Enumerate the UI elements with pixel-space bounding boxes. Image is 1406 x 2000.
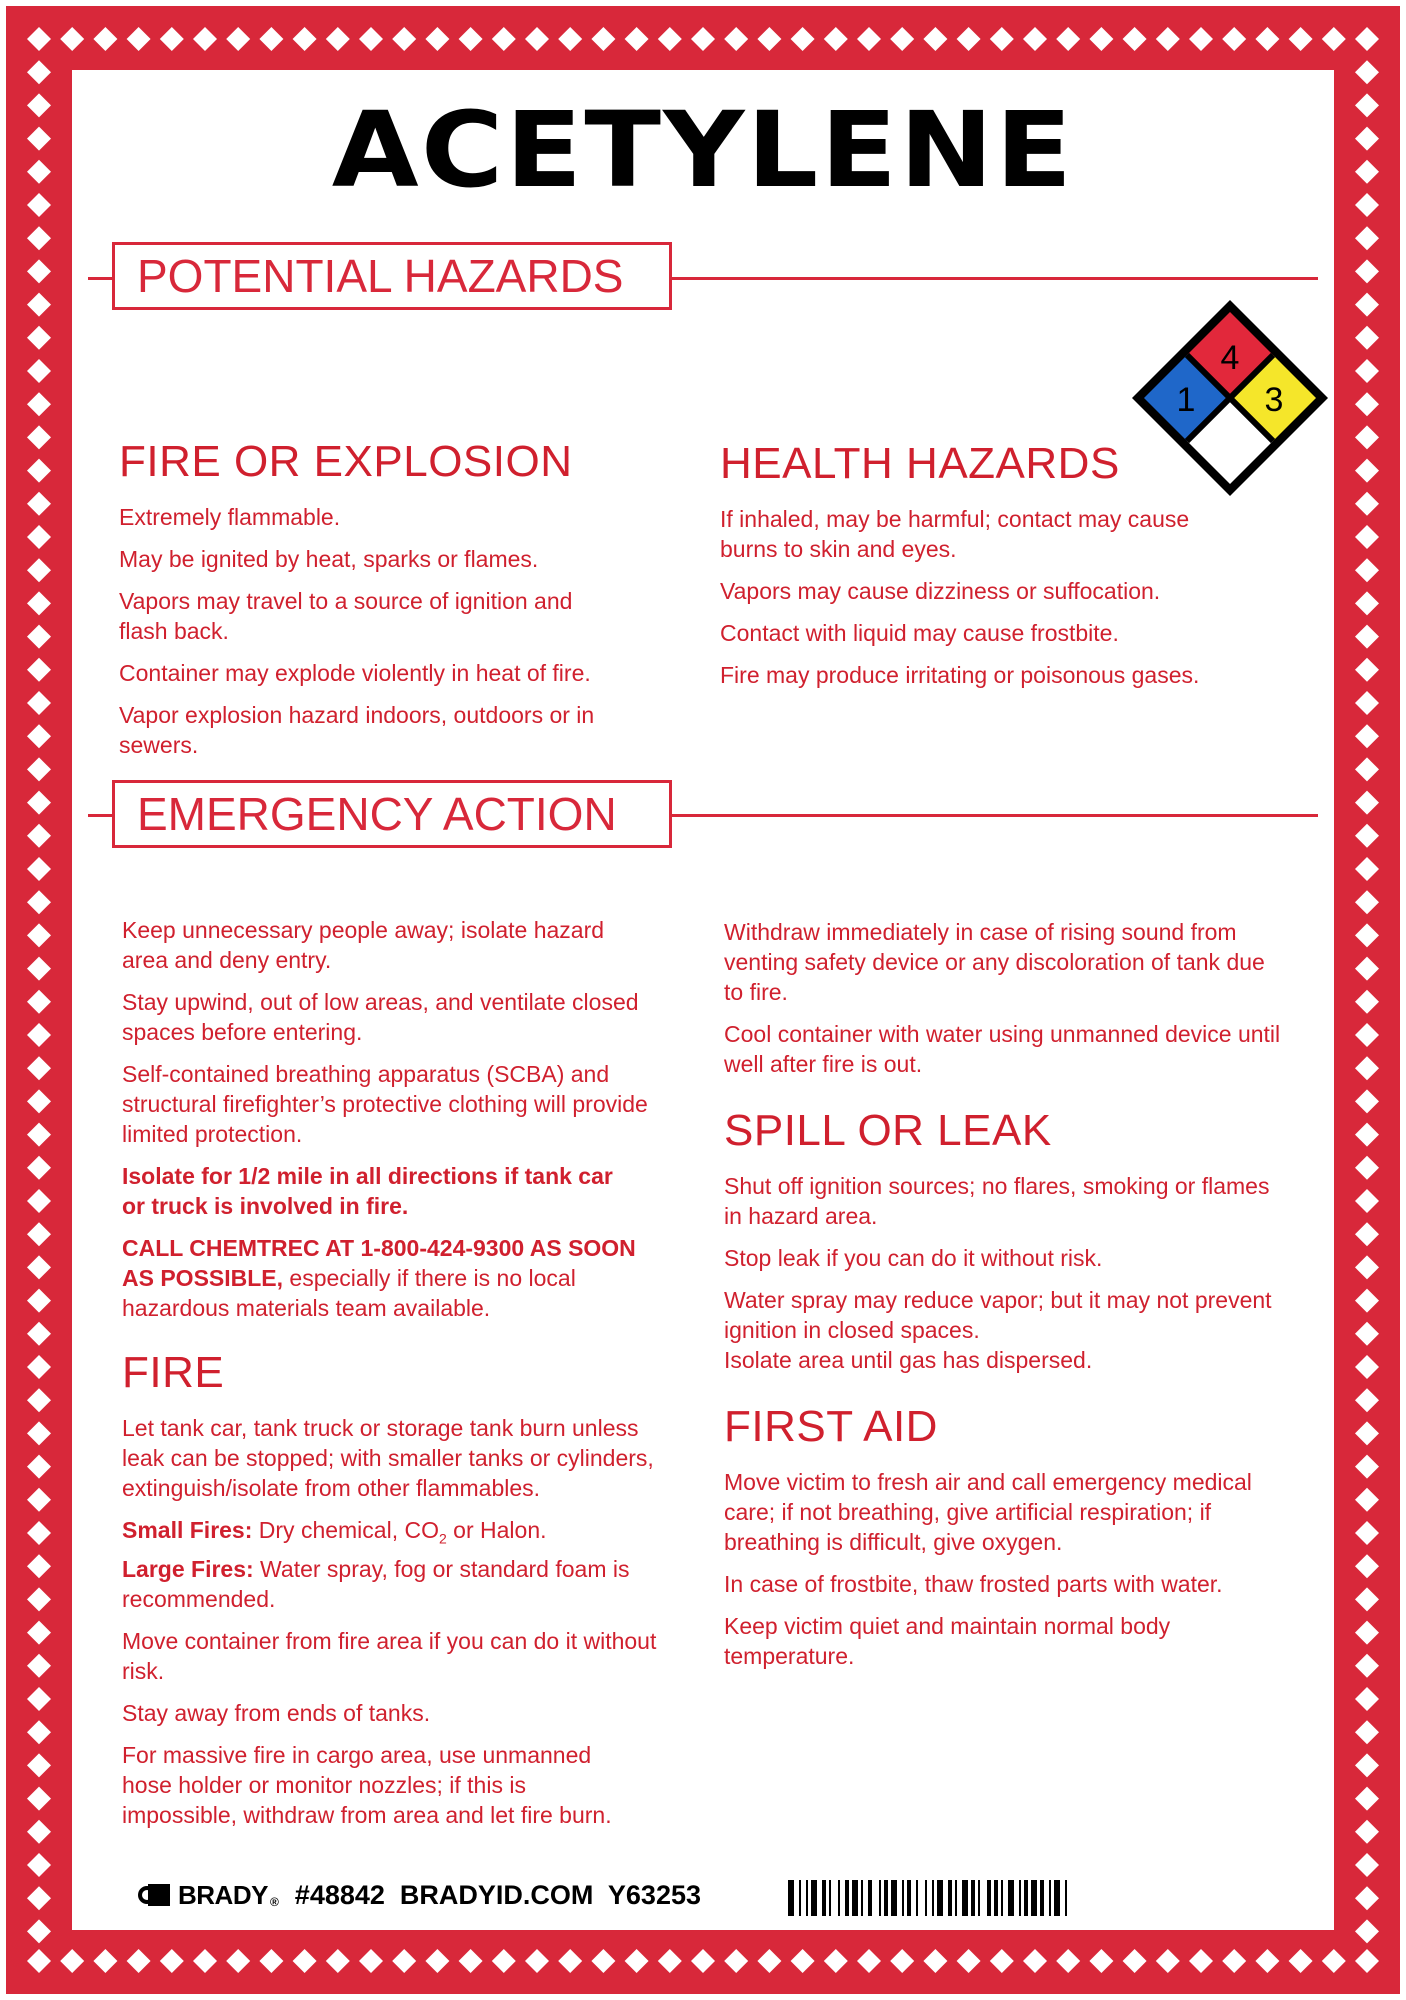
list-item: Stop leak if you can do it without risk. — [724, 1245, 1103, 1271]
small-fires-text-a: Dry chemical, CO — [252, 1517, 439, 1543]
registered-mark: ® — [269, 1894, 279, 1909]
co2-subscript: 2 — [438, 1530, 447, 1547]
barcode-bar — [891, 1880, 897, 1916]
sign-title: ACETYLENE — [331, 89, 1075, 211]
health-hazards-heading: HEALTH HAZARDS — [720, 439, 1120, 488]
list-item: Move container from fire area if you can do it without risk. — [122, 1627, 657, 1684]
emergency-right-column — [724, 917, 1284, 1683]
barcode-bar — [1008, 1880, 1014, 1916]
barcode-bar — [822, 1880, 826, 1916]
list-item: Vapors may cause dizziness or suffocation. — [720, 578, 1161, 604]
barcode-bar — [1049, 1880, 1051, 1916]
spill-or-leak-heading: SPILL OR LEAK — [724, 1106, 1052, 1155]
barcode-bar — [994, 1880, 998, 1916]
barcode-bar — [902, 1880, 904, 1916]
list-item: Self-contained breathing apparatus (SCBA) and structural firefighter’s protective clothing will provide limited protection. — [122, 1061, 648, 1147]
section-rule-right — [672, 277, 1318, 280]
section-emergency-action-label: EMERGENCY ACTION — [137, 788, 617, 840]
first-aid-heading: FIRST AID — [724, 1402, 938, 1451]
barcode-bar — [1065, 1880, 1067, 1916]
large-fires-text: Water spray, fog or standard foam is recommended. — [122, 1555, 630, 1612]
barcode-icon — [788, 1880, 1193, 1916]
barcode-bar — [1040, 1880, 1044, 1916]
list-item: Container may explode violently in heat of fire. — [119, 660, 591, 686]
list-item: Stay away from ends of tanks. — [122, 1699, 431, 1726]
barcode-bar — [925, 1880, 927, 1916]
list-item: Stay upwind, out of low areas, and ventilate closed spaces before entering. — [122, 989, 639, 1045]
water-spray-notice — [724, 1285, 1284, 1375]
nfpa-reactivity-value: 3 — [1264, 381, 1284, 419]
list-item: Vapors may travel to a source of ignition and flash back. — [119, 588, 573, 644]
sign-content — [72, 70, 1334, 1930]
list-item: Vapor explosion hazard indoors, outdoors or in sewers. — [119, 702, 595, 758]
section-potential-hazards — [112, 242, 672, 310]
barcode-bar — [932, 1880, 934, 1916]
barcode-bar — [811, 1880, 817, 1916]
barcode-bar — [838, 1880, 840, 1916]
barcode-bar — [978, 1880, 980, 1916]
section-rule-right — [672, 814, 1318, 817]
small-fires-label: Small Fires: — [122, 1517, 253, 1543]
chemtrec-bold: CALL CHEMTREC AT 1-800-424-9300 AS SOON AS POSSIBLE, — [122, 1235, 636, 1291]
list-item: Keep victim quiet and maintain normal body temperature. — [724, 1613, 1171, 1669]
chemtrec-notice — [122, 1233, 652, 1323]
fire-heading: FIRE — [122, 1348, 225, 1397]
product-info: #48842 BRADYID.COM Y63253 — [294, 1880, 701, 1910]
barcode-bar — [1054, 1880, 1060, 1916]
barcode-bar — [788, 1880, 794, 1916]
barcode-bar — [1001, 1880, 1003, 1916]
fire-or-explosion-heading: FIRE OR EXPLOSION — [119, 437, 573, 486]
small-fires-text-b: or Halon. — [446, 1517, 547, 1543]
isolate-area-text: Isolate area until gas has dispersed. — [724, 1347, 1093, 1373]
chemtrec-rest: especially if there is no local hazardous materials team available. — [122, 1265, 576, 1321]
brand-mark — [138, 1880, 701, 1911]
fire-or-explosion-column — [119, 437, 659, 772]
barcode-bar — [868, 1880, 872, 1916]
list-item: For massive fire in cargo area, use unmanned hose holder or monitor nozzles; if this is impossible, withdraw from area and let fire burn. — [122, 1741, 612, 1828]
list-item: Contact with liquid may cause frostbite. — [720, 620, 1119, 646]
isolate-warning: Isolate for 1/2 mile in all directions if tank car or truck is involved in fire. — [122, 1163, 613, 1219]
list-item: Move victim to fresh air and call emergency medical care; if not breathing, give artificial respiration; if breathing is difficult, give oxygen. — [724, 1469, 1252, 1555]
fire-classes — [122, 1515, 642, 1614]
barcode-bar — [829, 1880, 831, 1916]
list-item: Fire may produce irritating or poisonous gases. — [720, 662, 1200, 688]
list-item: Withdraw immediately in case of rising sound from venting safety device or any discoloration of tank due to fire. — [724, 919, 1265, 1005]
list-item: Keep unnecessary people away; isolate hazard area and deny entry. — [122, 917, 605, 973]
list-item: May be ignited by heat, sparks or flames. — [119, 546, 539, 572]
barcode-bar — [916, 1880, 918, 1916]
list-item: If inhaled, may be harmful; contact may cause burns to skin and eyes. — [720, 506, 1190, 562]
barcode-bar — [806, 1880, 808, 1916]
barcode-bar — [1019, 1880, 1021, 1916]
barcode-bar — [1024, 1880, 1028, 1916]
barcode-bar — [799, 1880, 801, 1916]
barcode-bar — [962, 1880, 968, 1916]
barcode-bar — [948, 1880, 952, 1916]
barcode-bar — [861, 1880, 863, 1916]
emergency-left-column — [122, 915, 662, 1842]
list-item: Shut off ignition sources; no flares, smoking or flames in hazard area. — [724, 1173, 1270, 1229]
sign-footer — [138, 1880, 1318, 1916]
list-item: Extremely flammable. — [119, 504, 341, 530]
nfpa-fire-value: 4 — [1220, 339, 1240, 377]
list-item: In case of frostbite, thaw frosted parts with water. — [724, 1571, 1223, 1597]
nfpa-health-value: 1 — [1176, 381, 1196, 419]
barcode-bar — [971, 1880, 975, 1916]
barcode-bar — [845, 1880, 849, 1916]
barcode-bar — [879, 1880, 881, 1916]
section-emergency-action — [112, 780, 672, 848]
barcode-bar — [852, 1880, 858, 1916]
brand-name: BRADY — [178, 1880, 268, 1910]
list-item: Let tank car, tank truck or storage tank burn unless leak can be stopped; with smaller tanks or cylinders, extinguish/isolate from other flammables. — [122, 1415, 654, 1501]
health-hazards-column — [720, 439, 1260, 702]
barcode-bar — [987, 1880, 991, 1916]
barcode-bar — [955, 1880, 957, 1916]
list-item: Cool container with water using unmanned device until well after fire is out. — [724, 1021, 1281, 1077]
barcode-bar — [907, 1880, 911, 1916]
barcode-bar — [884, 1880, 888, 1916]
large-fires-label: Large Fires: — [122, 1555, 254, 1582]
water-spray-text: Water spray may reduce vapor; but it may not prevent ignition in closed spaces. — [724, 1287, 1272, 1343]
barcode-bar — [1031, 1880, 1037, 1916]
brady-logo-icon — [138, 1884, 172, 1908]
section-potential-hazards-label: POTENTIAL HAZARDS — [137, 250, 624, 302]
barcode-bar — [937, 1880, 943, 1916]
